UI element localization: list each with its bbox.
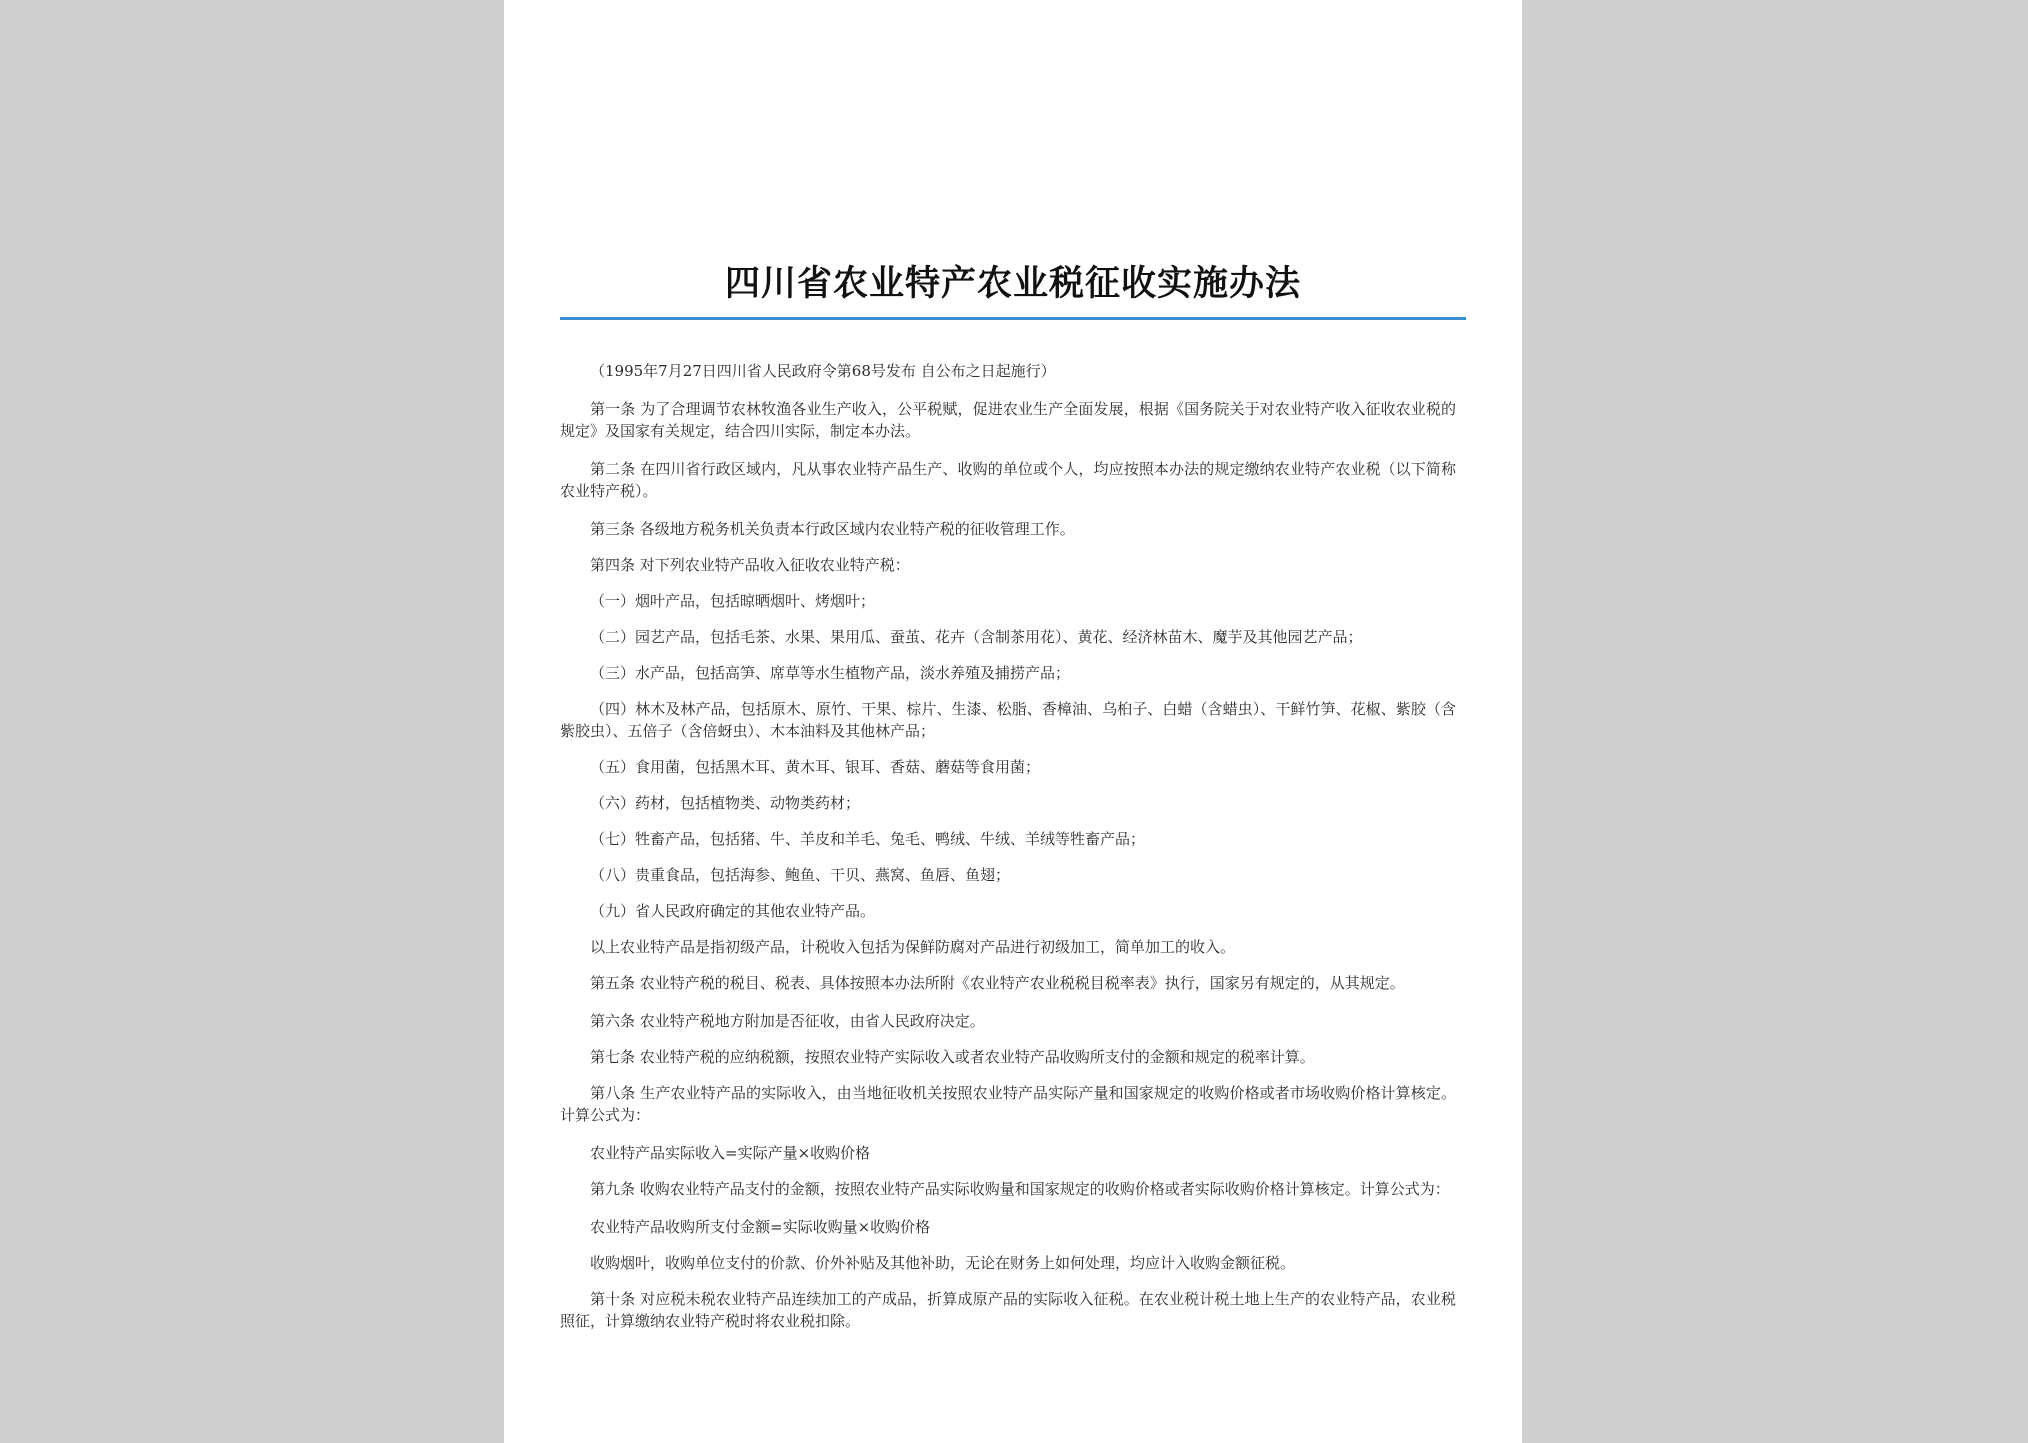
issuance-note: （1995年7月27日四川省人民政府令第68号发布 自公布之日起施行） [590, 362, 1056, 380]
formula-purchase-amount: 农业特产品收购所支付金额=实际收购量×收购价格 [590, 1218, 931, 1236]
item-tobacco: （一）烟叶产品，包括晾晒烟叶、烤烟叶； [590, 592, 876, 610]
article-1: 第一条 为了合理调节农林牧渔各业生产收入，公平税赋，促进农业生产全面发展，根据《国务院关于对农业特产收入征收农业税的规定》及国家有关规定，结合四川实际，制定本办法。 [560, 400, 1456, 440]
article-7: 第七条 农业特产税的应纳税额，按照农业特产实际收入或者农业特产品收购所支付的金额和规定的税率计算。 [590, 1048, 1315, 1066]
article-4: 第四条 对下列农业特产品收入征收农业特产税： [590, 556, 910, 574]
item-medicinal: （六）药材，包括植物类、动物类药材； [590, 794, 861, 812]
article-10: 第十条 对应税未税农业特产品连续加工的产成品，折算成原产品的实际收入征税。在农业税计税土地上生产的农业特产品，农业税照征，计算缴纳农业特产税时将农业税扣除。 [560, 1290, 1456, 1330]
item-livestock: （七）牲畜产品，包括猪、牛、羊皮和羊毛、兔毛、鸭绒、牛绒、羊绒等牲畜产品； [590, 830, 1146, 848]
item-fungi: （五）食用菌，包括黑木耳、黄木耳、银耳、香菇、蘑菇等食用菌； [590, 758, 1041, 776]
article-8: 第八条 生产农业特产品的实际收入，由当地征收机关按照农业特产品实际产量和国家规定的收购价格或者市场收购价格计算核定。计算公式为： [560, 1084, 1456, 1124]
item-other: （九）省人民政府确定的其他农业特产品。 [590, 902, 876, 920]
tobacco-purchase-note: 收购烟叶，收购单位支付的价款、价外补贴及其他补助，无论在财务上如何处理，均应计入收购金额征税。 [590, 1254, 1296, 1272]
document-page [504, 0, 1522, 1443]
document-body [560, 360, 1456, 1347]
title-underline [560, 317, 1466, 320]
item-delicacies: （八）贵重食品，包括海参、鲍鱼、干贝、燕窝、鱼唇、鱼翅； [590, 866, 1011, 884]
item-aquatic: （三）水产品，包括高笋、席草等水生植物产品，淡水养殖及捕捞产品； [590, 664, 1071, 682]
document-title: 四川省农业特产农业税征收实施办法 [724, 263, 1301, 304]
article-2: 第二条 在四川省行政区域内，凡从事农业特产品生产、收购的单位或个人，均应按照本办法的规定缴纳农业特产农业税（以下简称农业特产税）。 [560, 460, 1456, 500]
item-horticulture: （二）园艺产品，包括毛茶、水果、果用瓜、蚕茧、花卉（含制茶用花）、黄花、经济林苗木、魔芋及其他园艺产品； [590, 628, 1363, 646]
article-9: 第九条 收购农业特产品支付的金额，按照农业特产品实际收购量和国家规定的收购价格或者实际收购价格计算核定。计算公式为： [590, 1180, 1450, 1198]
article-3: 第三条 各级地方税务机关负责本行政区域内农业特产税的征收管理工作。 [590, 520, 1075, 538]
article-6: 第六条 农业特产税地方附加是否征收，由省人民政府决定。 [590, 1012, 985, 1030]
article-5: 第五条 农业特产税的税目、税表、具体按照本办法所附《农业特产农业税税目税率表》执行，国家另有规定的，从其规定。 [590, 974, 1405, 992]
formula-actual-income: 农业特产品实际收入=实际产量×收购价格 [590, 1144, 871, 1162]
item-forestry: （四）林木及林产品，包括原木、原竹、干果、棕片、生漆、松脂、香樟油、乌桕子、白蜡（含蜡虫）、干鲜竹笋、花椒、紫胶（含紫胶虫）、五倍子（含倍蚜虫）、木本油料及其他林产品； [560, 700, 1456, 740]
primary-products-note: 以上农业特产品是指初级产品，计税收入包括为保鲜防腐对产品进行初级加工，简单加工的收入。 [590, 938, 1236, 956]
